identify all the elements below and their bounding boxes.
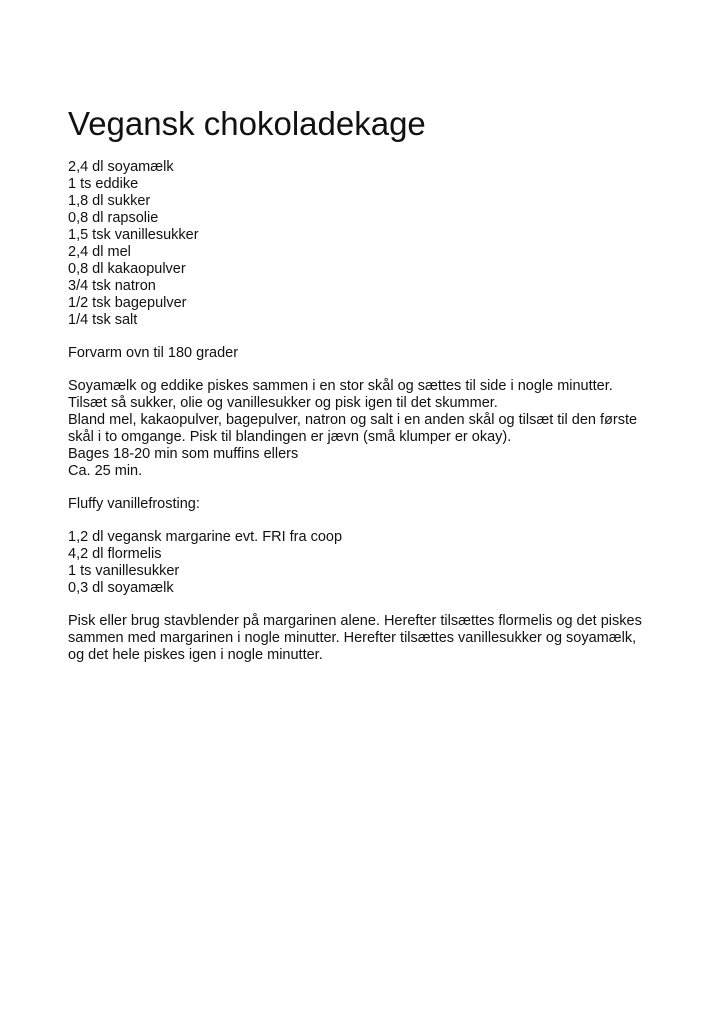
method-line: Ca. 25 min. [68,463,143,479]
method-line: Soyamælk og eddike piskes sammen i en stor skål og sættes til side i nogle minutter. [68,378,613,394]
ingredient-line: 1,8 dl sukker [68,193,151,209]
ingredient-line: 2,4 dl soyamælk [68,159,174,175]
method-line: Tilsæt så sukker, olie og vanillesukker og pisk igen til det skummer. [68,395,498,411]
method-line: Bages 18-20 min som muffins ellers [68,446,299,462]
frosting-ingredient-line: 4,2 dl flormelis [68,546,162,562]
ingredient-line: 3/4 tsk natron [68,278,156,294]
preheat-instruction: Forvarm ovn til 180 grader [68,345,239,361]
frosting-ingredient-line: 1 ts vanillesukker [68,563,180,579]
ingredient-line: 0,8 dl rapsolie [68,210,159,226]
ingredient-line: 0,8 dl kakaopulver [68,261,186,277]
frosting-method-line: sammen med margarinen i nogle minutter. Herefter tilsættes vanillesukker og soyamælk, [68,630,637,646]
ingredient-line: 1/2 tsk bagepulver [68,295,187,311]
ingredient-line: 1/4 tsk salt [68,312,138,328]
ingredient-line: 1 ts eddike [68,176,139,192]
frosting-method-line: Pisk eller brug stavblender på margarinen alene. Herefter tilsættes flormelis og det piskes [68,613,642,629]
method-line: Bland mel, kakaopulver, bagepulver, natron og salt i en anden skål og tilsæt til den første [68,412,638,428]
document-title: Vegansk chokoladekage [68,105,426,142]
ingredient-line: 2,4 dl mel [68,244,131,260]
frosting-method-line: og det hele piskes igen i nogle minutter. [68,647,323,663]
frosting-ingredient-line: 1,2 dl vegansk margarine evt. FRI fra coop [68,529,343,545]
frosting-heading: Fluffy vanillefrosting: [68,496,200,512]
frosting-ingredient-line: 0,3 dl soyamælk [68,580,174,596]
method-line: skål i to omgange. Pisk til blandingen er jævn (små klumper er okay). [68,429,512,445]
ingredient-line: 1,5 tsk vanillesukker [68,227,199,243]
